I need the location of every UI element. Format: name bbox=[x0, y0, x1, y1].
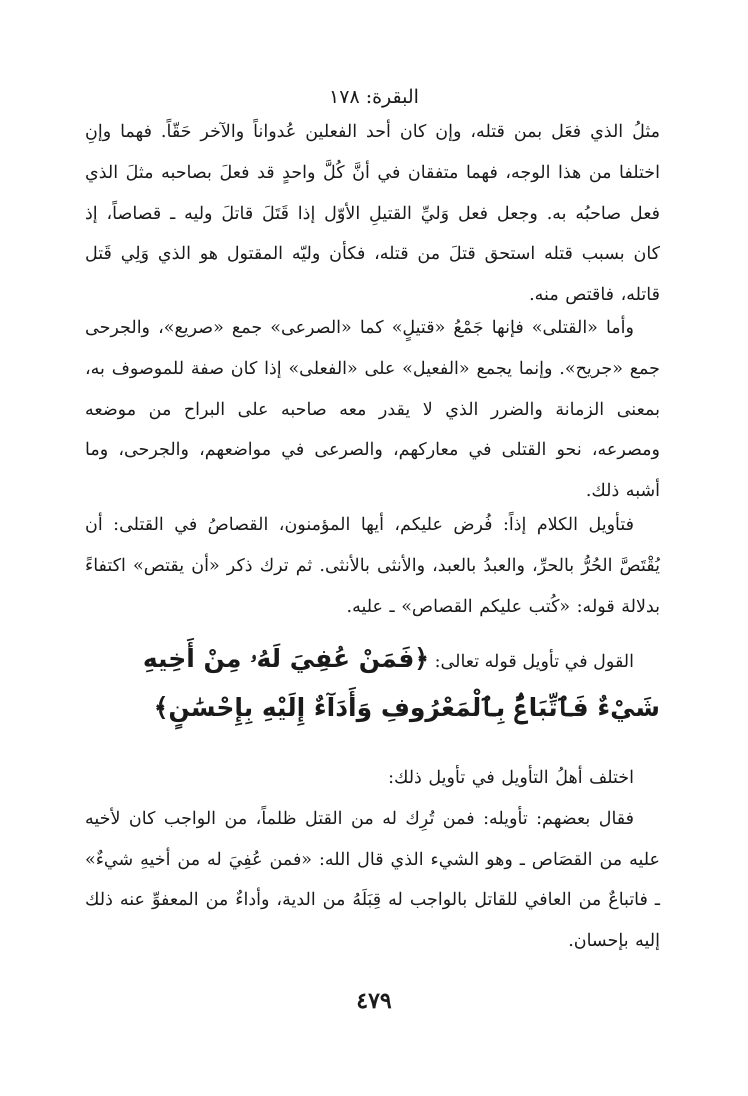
paragraph-1: مثلُ الذي فعَل بمن قتله، وإن كان أحد الفعلين عُدواناً والآخر حَقّاً. فهما وإنِ اختلفا من هذا الوجه، فهما متفقان في أنَّ كُلَّ واحدٍ قد فعلَ بصاحبه مثلَ الذي فعل صاحبُه به. وجعل فعل وَليِّ القتيلِ الأوّل إذا قَتَلَ قاتلَ وليه ـ قصاصاً، إذ كان بسبب قتله استحق قتلَ من قتله، فكأن وليّه المقتول هو الذي وَلِي قَتل قاتله، فاقتص منه. bbox=[85, 122, 660, 306]
text-block-1 bbox=[85, 112, 660, 316]
section-heading bbox=[80, 636, 660, 734]
text-block-4 bbox=[85, 758, 660, 962]
paragraph-3: فتأويل الكلام إذاً: فُرض عليكم، أيها المؤمنون، القصاصُ في القتلى: أن يُقْتَصَّ الحُرُّ بالحرِّ، والعبدُ بالعبد، والأنثى بالأنثى. ثم ترك ذكر «أن يقتص» اكتفاءً بدلالة قوله: «كُتب عليكم القصاص» ـ عليه. bbox=[85, 515, 660, 617]
running-head: البقرة: ١٧٨ bbox=[329, 86, 419, 108]
paragraph-2: وأما «القتلى» فإنها جَمْعُ «قتيلٍ» كما «الصرعى» جمع «صريع»، والجرحى جمع «جريح». وإنما يجمع «الفعيل» على «الفعلى» إذا كان صفة للموصوف به، بمعنى الزمانة والضرر الذي لا يقدر معه صاحبه على البراح من موضعه ومصرعه، نحو القتلى في معاركهم، والصرعى في مواضعهم، والجرحى، وما أشبه ذلك. bbox=[85, 318, 660, 502]
section-heading-prefix: القول في تأويل قوله تعالى: bbox=[434, 652, 634, 672]
text-block-2 bbox=[85, 308, 660, 512]
paragraph-5: فقال بعضهم: تأويله: فمن تُرِك له من القتل ظلماً، من الواجب كان لأخيه عليه من القصَاص ـ وهو الشيء الذي قال الله: «فمن عُفِيَ له من أخيهِ شيءٌ» ـ فاتباعٌ من العافي للقاتل بالواجب له قِبَلَهُ من الدية، وأداءٌ من المعفوِّ عنه ذلك إليه بإحسان. bbox=[85, 808, 660, 952]
paragraph-4: اختلف أهلُ التأويل في تأويل ذلك: bbox=[388, 768, 634, 788]
text-block-3 bbox=[85, 505, 660, 627]
page-number: ٤٧٩ bbox=[356, 988, 392, 1014]
quran-verse: ﴿فَمَنْ عُفِيَ لَهُۥ مِنْ أَخِيهِ شَيْءٌ فَٱتِّبَاعٌۢ بِٱلْمَعْرُوفِ وَأَدَآءٌ إِلَيْهِ بِإِحْسَٰنٍ﴾ bbox=[142, 644, 660, 722]
